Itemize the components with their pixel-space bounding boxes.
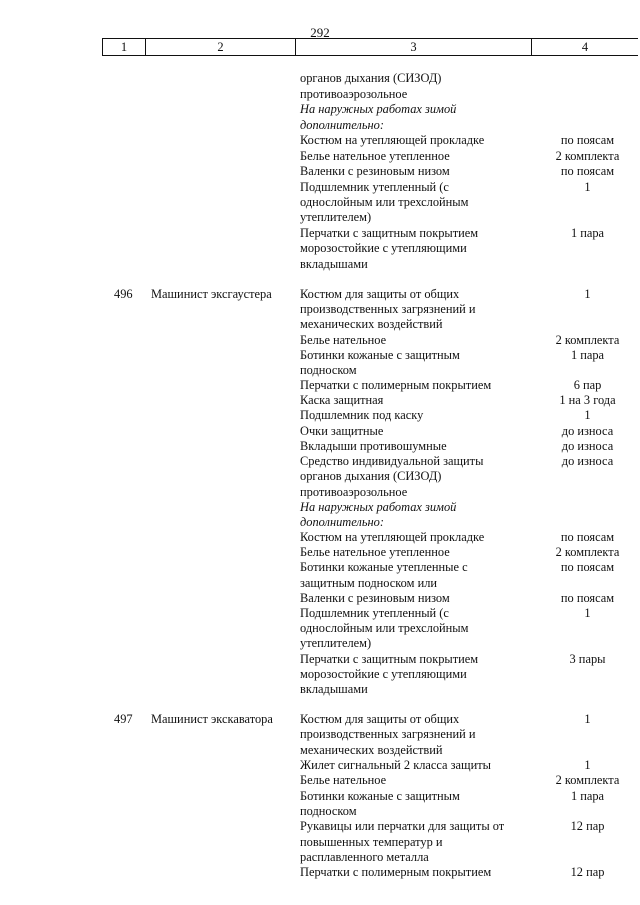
ppe-norm: 1 пара xyxy=(570,226,605,240)
section-note: На наружных работах зимой xyxy=(300,102,457,116)
ppe-item: Белье нательное утепленное xyxy=(300,545,450,559)
ppe-item: Рукавицы или перчатки для защиты от xyxy=(300,819,505,833)
ppe-item: Вкладыши противошумные xyxy=(300,439,447,453)
ppe-item: органов дыхания (СИЗОД) xyxy=(300,71,442,85)
ppe-item: повышенных температур и xyxy=(300,835,443,849)
ppe-item: защитным подноском или xyxy=(300,576,438,590)
ppe-norm: 1 xyxy=(584,712,591,726)
ppe-norm: по поясам xyxy=(560,164,615,178)
ppe-item: Валенки с резиновым низом xyxy=(300,164,450,178)
ppe-item: Перчатки с полимерным покрытием xyxy=(300,378,492,392)
ppe-norm: 1 xyxy=(584,287,591,301)
row-number: 497 xyxy=(114,712,133,726)
ppe-norm: 1 xyxy=(584,180,591,194)
ppe-item: Белье нательное утепленное xyxy=(300,149,450,163)
ppe-item: подноском xyxy=(300,363,357,377)
header-col-3: 3 xyxy=(295,39,531,55)
ppe-norm: 2 комплекта xyxy=(555,545,620,559)
ppe-item: Валенки с резиновым низом xyxy=(300,591,450,605)
ppe-item: Средство индивидуальной защиты xyxy=(300,454,484,468)
ppe-item: однослойным или трехслойным xyxy=(300,195,469,209)
ppe-item: Каска защитная xyxy=(300,393,384,407)
ppe-item: Подшлемник утепленный (с xyxy=(300,606,449,620)
ppe-norm: 12 пар xyxy=(570,865,605,879)
ppe-item: Очки защитные xyxy=(300,424,384,438)
table-header-row xyxy=(102,38,638,56)
ppe-item: органов дыхания (СИЗОД) xyxy=(300,469,442,483)
ppe-item: Ботинки кожаные утепленные с xyxy=(300,560,468,574)
ppe-item: производственных загрязнений и xyxy=(300,727,476,741)
ppe-item: Перчатки с защитным покрытием xyxy=(300,652,479,666)
ppe-item: Перчатки с защитным покрытием xyxy=(300,226,479,240)
ppe-item: Костюм на утепляющей прокладке xyxy=(300,530,485,544)
ppe-item: утеплителем) xyxy=(300,636,372,650)
ppe-item: морозостойкие с утепляющими xyxy=(300,241,467,255)
ppe-norm: по поясам xyxy=(560,133,615,147)
ppe-norm: 2 комплекта xyxy=(555,333,620,347)
header-col-4: 4 xyxy=(531,39,638,55)
ppe-norm: до износа xyxy=(561,454,614,468)
ppe-norm: 1 пара xyxy=(570,348,605,362)
ppe-item: морозостойкие с утепляющими xyxy=(300,667,467,681)
ppe-item: противоаэрозольное xyxy=(300,485,408,499)
ppe-item: вкладышами xyxy=(300,682,368,696)
ppe-item: подноском xyxy=(300,804,357,818)
ppe-item: Жилет сигнальный 2 класса защиты xyxy=(300,758,491,772)
header-col-2: 2 xyxy=(145,39,295,55)
section-note: дополнительно: xyxy=(300,515,384,529)
ppe-norm: 12 пар xyxy=(570,819,605,833)
ppe-norm: 1 xyxy=(584,408,591,422)
ppe-item: противоаэрозольное xyxy=(300,87,408,101)
ppe-item: механических воздействий xyxy=(300,317,443,331)
ppe-norm: до износа xyxy=(561,424,614,438)
ppe-item: Белье нательное xyxy=(300,773,387,787)
header-col-1: 1 xyxy=(102,39,145,55)
ppe-item: производственных загрязнений и xyxy=(300,302,476,316)
ppe-item: механических воздействий xyxy=(300,743,443,757)
ppe-norm: 1 xyxy=(584,606,591,620)
row-number: 496 xyxy=(114,287,133,301)
ppe-norm: 1 пара xyxy=(570,789,605,803)
ppe-norm: 2 комплекта xyxy=(555,149,620,163)
ppe-item: Ботинки кожаные с защитным xyxy=(300,348,460,362)
ppe-item: вкладышами xyxy=(300,257,368,271)
ppe-item: однослойным или трехслойным xyxy=(300,621,469,635)
ppe-item: расплавленного металла xyxy=(300,850,429,864)
section-note: дополнительно: xyxy=(300,118,384,132)
ppe-item: Ботинки кожаные с защитным xyxy=(300,789,460,803)
ppe-item: Костюм для защиты от общих xyxy=(300,287,460,301)
ppe-norm: 1 на 3 года xyxy=(559,393,616,407)
ppe-item: Костюм на утепляющей прокладке xyxy=(300,133,485,147)
ppe-item: утеплителем) xyxy=(300,210,372,224)
section-note: На наружных работах зимой xyxy=(300,500,457,514)
profession-name: Машинист эксгаустера xyxy=(151,287,272,301)
ppe-item: Костюм для защиты от общих xyxy=(300,712,460,726)
ppe-norm: до износа xyxy=(561,439,614,453)
page-number: 292 xyxy=(310,25,330,40)
ppe-item: Перчатки с полимерным покрытием xyxy=(300,865,492,879)
ppe-item: Белье нательное xyxy=(300,333,387,347)
ppe-norm: по поясам xyxy=(560,530,615,544)
profession-name: Машинист экскаватора xyxy=(151,712,273,726)
ppe-item: Подшлемник под каску xyxy=(300,408,424,422)
ppe-item: Подшлемник утепленный (с xyxy=(300,180,449,194)
ppe-norm: 2 комплекта xyxy=(555,773,620,787)
ppe-norm: по поясам xyxy=(560,560,615,574)
ppe-norm: 3 пары xyxy=(569,652,606,666)
ppe-norm: 1 xyxy=(584,758,591,772)
ppe-norm: 6 пар xyxy=(573,378,602,392)
ppe-norm: по поясам xyxy=(560,591,615,605)
